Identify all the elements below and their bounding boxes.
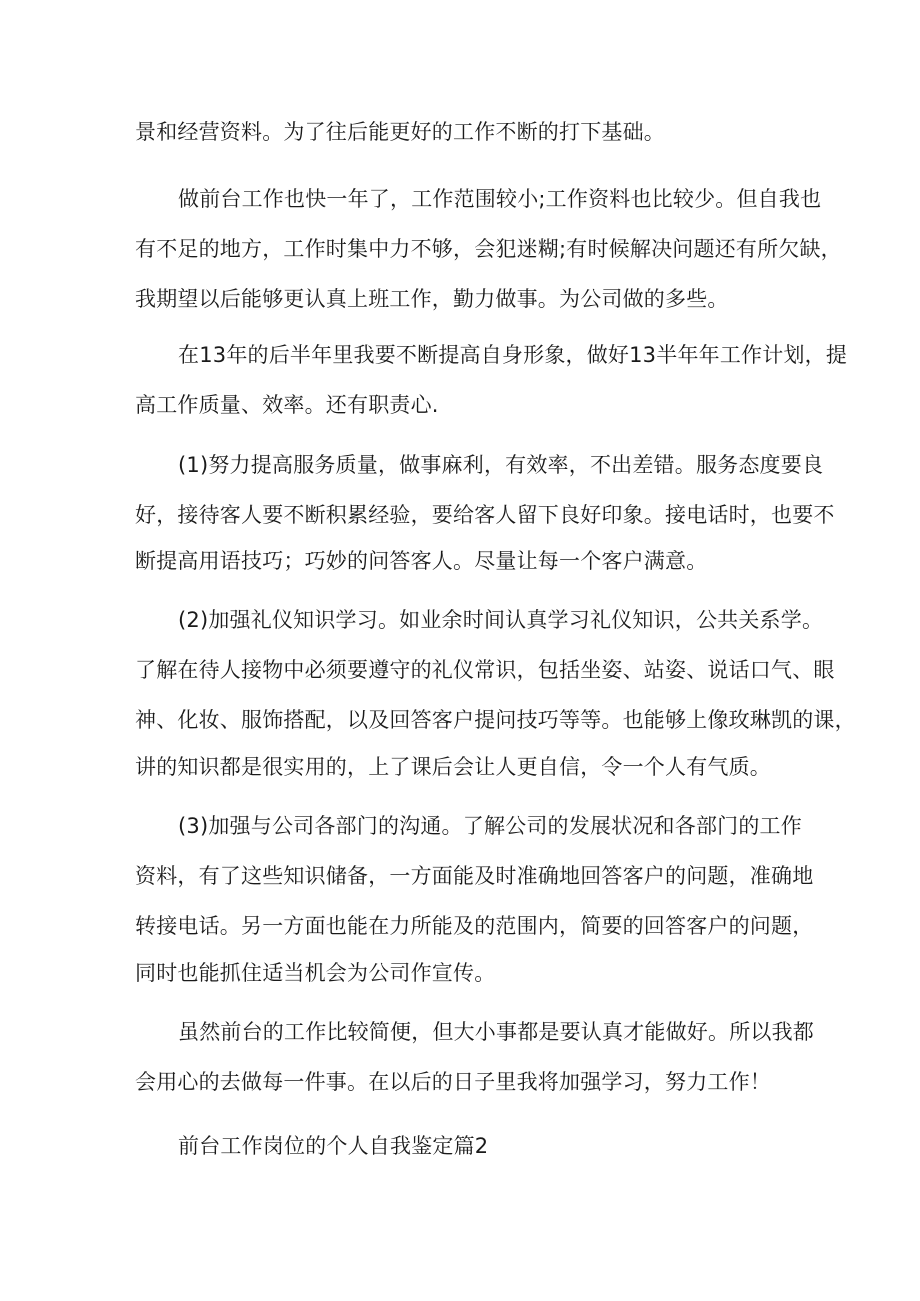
- paragraph-line: 在13年的后半年里我要不断提高自身形象，做好13半年年工作计划，提: [178, 343, 848, 367]
- paragraph-line: 讲的知识都是很实用的，上了课后会让人更自信，令一个人有气质。: [135, 755, 771, 779]
- paragraph-line: 资料，有了这些知识储备，一方面能及时准确地回答客户的问题，准确地: [135, 864, 814, 888]
- paragraph-line: 景和经营资料。为了往后能更好的工作不断的打下基础。: [135, 120, 665, 144]
- paragraph-line: (1)努力提高服务质量，做事麻利，有效率，不出差错。服务态度要良: [178, 453, 824, 477]
- paragraph-line: 我期望以后能够更认真上班工作，勤力做事。为公司做的多些。: [135, 287, 729, 311]
- paragraph-line: (2)加强礼仪知识学习。如业余时间认真学习礼仪知识，公共关系学。: [178, 608, 824, 632]
- paragraph-line: 断提高用语技巧；巧妙的问答客人。尽量让每一个客户满意。: [135, 549, 708, 573]
- paragraph-line: 会用心的去做每一件事。在以后的日子里我将加强学习，努力工作！: [135, 1070, 771, 1094]
- paragraph-line: 了解在待人接物中必须要遵守的礼仪常识，包括坐姿、站姿、说话口气、眼: [135, 658, 835, 682]
- paragraph-line: 高工作质量、效率。还有职责心.: [135, 393, 439, 417]
- paragraph-line: 同时也能抓住适当机会为公司作宣传。: [135, 961, 496, 985]
- paragraph-line: 神、化妆、服饰搭配，以及回答客户提问技巧等等。也能够上像玫琳凯的课，: [135, 708, 856, 732]
- section-heading: 前台工作岗位的个人自我鉴定篇2: [178, 1134, 489, 1158]
- paragraph-line: 有不足的地方，工作时集中力不够，会犯迷糊;有时候解决问题还有所欠缺，: [135, 237, 842, 261]
- paragraph-line: 好，接待客人要不断积累经验，要给客人留下良好印象。接电话时，也要不: [135, 503, 835, 527]
- paragraph-line: (3)加强与公司各部门的沟通。了解公司的发展状况和各部门的工作: [178, 814, 802, 838]
- paragraph-line: 转接电话。另一方面也能在力所能及的范围内，简要的回答客户的问题，: [135, 914, 814, 938]
- paragraph-line: 做前台工作也快一年了，工作范围较小;工作资料也比较少。但自我也: [178, 187, 822, 211]
- paragraph-line: 虽然前台的工作比较简便，但大小事都是要认真才能做好。所以我都: [178, 1020, 814, 1044]
